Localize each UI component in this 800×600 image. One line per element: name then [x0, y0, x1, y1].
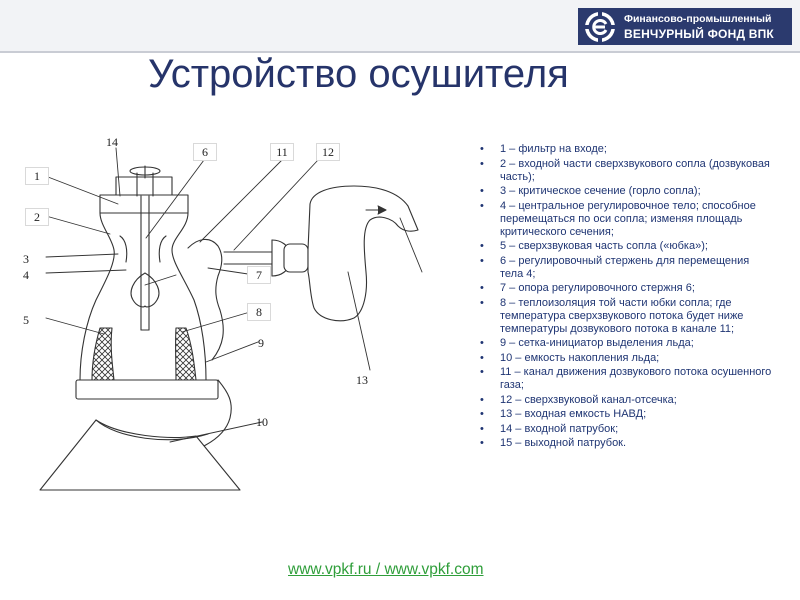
- logo-text-line1: Финансово-промышленный: [624, 13, 772, 25]
- label-11: 11: [270, 143, 294, 161]
- fund-emblem-icon: [584, 11, 616, 43]
- legend-item: • 4 – центральное регулировочное тело; способное перемещаться по оси сопла; изменяя площадь критического сечения;: [472, 200, 772, 239]
- legend-item: • 6 – регулировочный стержень для перемещения тела 4;: [472, 255, 772, 281]
- ice-collector: [40, 420, 240, 490]
- label-4: 4: [23, 268, 29, 282]
- slide-title: Устройство осушителя: [148, 52, 569, 96]
- legend-item: • 5 – сверхзвуковая часть сопла («юбка»);: [472, 240, 772, 253]
- support-plate: [76, 380, 218, 399]
- legend-item: • 8 – теплоизоляция той части юбки сопла; где температура сверхзвукового потока будет ниже температуры дозвукового потока в канале 11;: [472, 297, 772, 336]
- legend-list: [472, 143, 772, 452]
- central-regulating-body: [131, 273, 159, 307]
- label-1: 1: [25, 167, 49, 185]
- logo-text-line2: ВЕНЧУРНЫЙ ФОНД ВПК: [624, 27, 774, 41]
- legend-item: • 3 – критическое сечение (горло сопла);: [472, 185, 772, 198]
- legend-item: • 14 – входной патрубок;: [472, 423, 772, 436]
- website-link[interactable]: www.vpkf.ru / www.vpkf.com: [288, 561, 484, 578]
- legend-item: • 1 – фильтр на входе;: [472, 143, 772, 156]
- legend-item: • 15 – выходной патрубок.: [472, 437, 772, 450]
- legend-item: • 10 – емкость накопления льда;: [472, 352, 772, 365]
- header-bar: [0, 0, 800, 53]
- label-6: 6: [193, 143, 217, 161]
- label-3: 3: [23, 252, 29, 266]
- inlet-pipe: [116, 177, 172, 195]
- legend-item: • 9 – сетка-инициатор выделения льда;: [472, 337, 772, 350]
- label-13: 13: [356, 373, 368, 387]
- label-9: 9: [258, 336, 264, 350]
- label-5: 5: [23, 313, 29, 327]
- legend-item: • 11 – канал движения дозвукового потока осушенного газа;: [472, 366, 772, 392]
- legend-item: • 13 – входная емкость НАВД;: [472, 408, 772, 421]
- inlet-vessel: [308, 186, 418, 321]
- connector-cap: [284, 244, 308, 272]
- insulation-mesh-right: [176, 328, 196, 380]
- legend-item: • 2 – входной части сверхзвукового сопла (дозвуковая часть);: [472, 158, 772, 184]
- label-10: 10: [256, 415, 268, 429]
- label-2: 2: [25, 208, 49, 226]
- logo: [578, 8, 792, 45]
- label-12: 12: [316, 143, 340, 161]
- label-7: 7: [247, 266, 271, 284]
- legend-item: • 12 – сверхзвуковой канал-отсечка;: [472, 394, 772, 407]
- legend-item: • 7 – опора регулировочного стержня 6;: [472, 282, 772, 295]
- inlet-filter: [100, 195, 188, 213]
- dryer-device-diagram: [0, 130, 440, 500]
- label-14: 14: [106, 135, 118, 149]
- insulation-mesh-left: [92, 328, 114, 380]
- label-8: 8: [247, 303, 271, 321]
